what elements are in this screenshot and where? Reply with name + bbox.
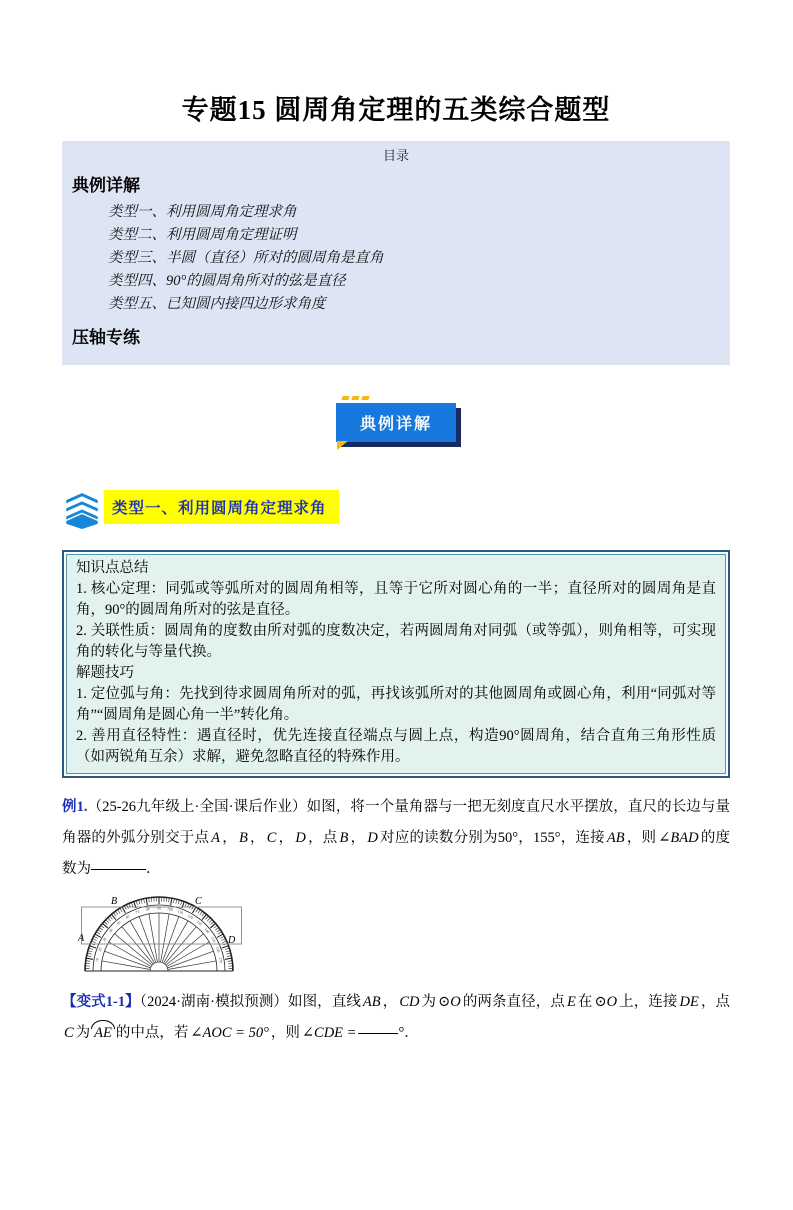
svg-text:120: 120 (187, 914, 194, 920)
svg-text:150: 150 (210, 936, 216, 943)
toc-item: 类型三、半圆（直径）所对的圆周角是直角 (108, 247, 720, 270)
knowledge-point-1: 1. 核心定理：同弧或等弧所对的圆周角相等，且等于它所对圆心角的一半；直径所对的圆周角是直角，90°的圆周角所对的弦是直径。 (76, 579, 716, 621)
svg-text:10: 10 (95, 958, 100, 963)
toc-section-final: 压轴专练 (72, 323, 720, 348)
svg-text:70: 70 (135, 910, 140, 915)
toc-item: 类型四、90°的圆周角所对的弦是直径 (108, 270, 720, 293)
example1-problem (62, 792, 730, 885)
variant1-1-text: （2024·湖南·模拟预测）如图，直线 AB ， CD 为 ⊙O 的两条直径，点 E 在 ⊙O 上，连接 DE ，点C 为 AE 的中点，若 ∠AOC = 50° ，则 ∠CDE = °． (62, 994, 730, 1041)
svg-text:110: 110 (177, 909, 184, 915)
svg-text:130: 130 (196, 920, 203, 927)
protractor-ruler-drawing (78, 895, 250, 975)
svg-text:20: 20 (98, 947, 103, 952)
knowledge-skill-1: 1. 定位弧与角：先找到待求圆周角所对的弧，再找该弧所对的其他圆周角或圆心角，利用“同弧对等角”“圆周角是圆心角一半”转化角。 (76, 684, 716, 726)
example1-text: （25-26九年级上·全国·课后作业）如图，将一个量角器与一把无刻度直尺水平摆放，直尺的长边与量角器的外弧分别交于点 A ， B ， C ， D ，点 B ， D 对应的读数分别为50°，155°，连接 AB ，则 ∠BAD 的度数为 ． (62, 799, 730, 877)
examples-banner (336, 403, 456, 442)
toc-panel (62, 141, 730, 365)
svg-text:160: 160 (215, 946, 221, 953)
banner-corner-triangle (337, 441, 348, 450)
type1-title: 类型一、利用圆周角定理求角 (104, 490, 339, 524)
banner-dots-decoration (342, 396, 369, 400)
variant1-1-problem (62, 987, 730, 1049)
banner-label: 典例详解 (360, 416, 432, 433)
page-title: 专题15 圆周角定理的五类综合题型 (62, 88, 730, 127)
svg-text:140: 140 (204, 927, 211, 934)
stacked-books-icon (62, 484, 102, 530)
toc-item-list (108, 201, 720, 316)
svg-text:40: 40 (108, 928, 114, 934)
svg-text:D: D (227, 935, 236, 946)
svg-text:170: 170 (218, 957, 223, 963)
knowledge-box (62, 550, 730, 778)
svg-text:30: 30 (102, 937, 107, 942)
toc-heading: 目录 (72, 145, 720, 164)
knowledge-skill-2: 2. 善用直径特性：遇直径时，优先连接直径端点与圆上点，构造90°圆周角，结合直角三角形性质（如两锐角互余）求解，避免忽略直径的特殊作用。 (76, 726, 716, 768)
toc-item: 类型五、已知圆内接四边形求角度 (108, 293, 720, 316)
knowledge-skills-title: 解题技巧 (76, 663, 716, 684)
svg-text:50: 50 (116, 920, 122, 926)
svg-text:A: A (78, 933, 85, 944)
toc-section-examples: 典例详解 (72, 171, 720, 196)
svg-text:B: B (111, 896, 117, 907)
banner-row (62, 403, 730, 442)
svg-text:100: 100 (167, 907, 173, 912)
knowledge-point-2: 2. 关联性质：圆周角的度数由所对弧的度数决定，若两圆周角对同弧（或等弧），则角相等，可实现角的转化与等量代换。 (76, 621, 716, 663)
toc-item: 类型二、利用圆周角定理证明 (108, 224, 720, 247)
knowledge-box-inner (66, 554, 726, 774)
protractor-figure (78, 895, 730, 975)
worksheet-page (0, 88, 793, 1049)
example1-label: 例1. (62, 799, 87, 815)
type1-header (62, 484, 730, 530)
svg-text:90: 90 (157, 907, 161, 911)
variant1-1-label: 【变式1-1】 (62, 994, 140, 1010)
svg-text:60: 60 (125, 914, 130, 919)
knowledge-title: 知识点总结 (76, 558, 716, 579)
svg-text:C: C (195, 896, 202, 907)
toc-item: 类型一、利用圆周角定理求角 (108, 201, 720, 224)
svg-text:80: 80 (146, 907, 151, 912)
